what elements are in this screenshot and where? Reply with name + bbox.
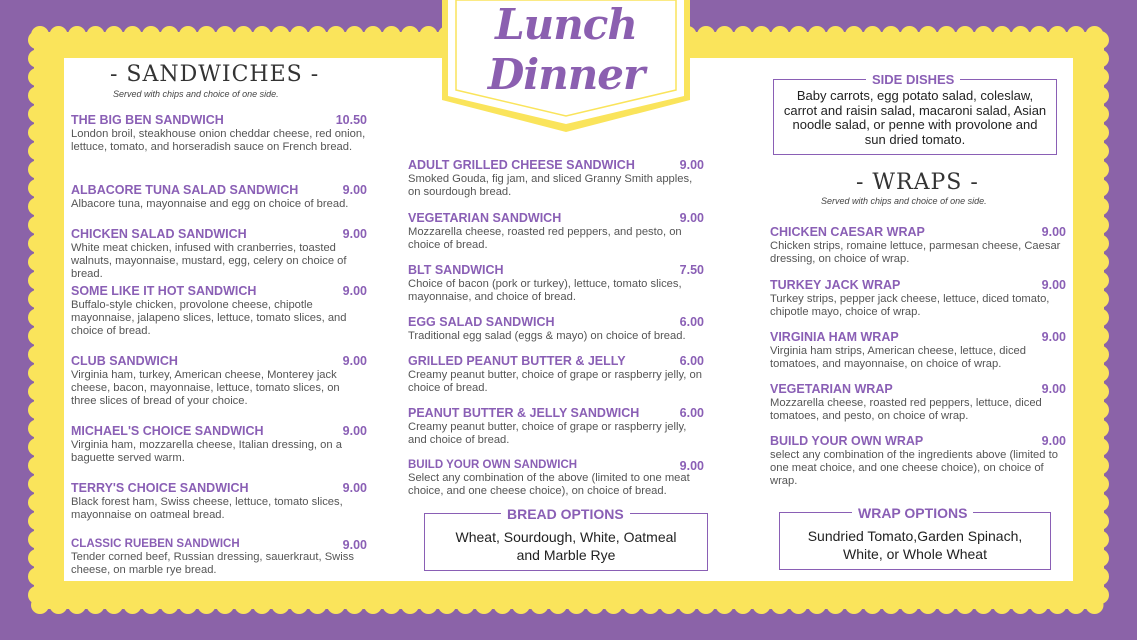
menu-item: [71, 354, 367, 408]
item-name: ALBACORE TUNA SALAD SANDWICH: [71, 183, 299, 197]
item-name: MICHAEL'S CHOICE SANDWICH: [71, 424, 264, 438]
item-description: London broil, steakhouse onion cheddar cheese, red onion, lettuce, tomato, and horseradish sauce on French bread.: [71, 128, 366, 153]
lunch-dinner-banner: [442, 0, 690, 135]
menu-item: [408, 211, 704, 252]
item-name: BUILD YOUR OWN SANDWICH: [408, 459, 578, 471]
item-price: 9.00: [342, 183, 367, 197]
item-name: EGG SALAD SANDWICH: [408, 315, 555, 329]
item-price: 9.00: [679, 459, 704, 473]
item-name: TURKEY JACK WRAP: [770, 278, 901, 292]
item-name: CLUB SANDWICH: [71, 354, 178, 368]
item-price: 6.00: [679, 406, 704, 420]
item-description: Tender corned beef, Russian dressing, sauerkraut, Swiss cheese, on marble rye bread.: [71, 551, 354, 576]
item-name: CHICKEN CAESAR WRAP: [770, 225, 925, 239]
item-name: CLASSIC RUEBEN SANDWICH: [71, 538, 240, 550]
menu-item: [71, 113, 367, 154]
item-description: Virginia ham, mozzarella cheese, Italian dressing, on a baguette served warm.: [71, 439, 342, 464]
item-description: select any combination of the ingredients above (limited to one meat choice, and one cheese choice), on choice of wrap.: [770, 449, 1058, 487]
item-price: 9.00: [1041, 382, 1066, 396]
item-description: White meat chicken, infused with cranberries, toasted walnuts, mayonnaise, mustard, egg, celery on choice of bread.: [71, 242, 347, 280]
menu-item: [770, 330, 1066, 371]
item-price: 9.00: [342, 481, 367, 495]
item-description: Virginia ham, turkey, American cheese, Monterey jack cheese, bacon, mayonnaise, lettuce, tomato slices, on three slices of bread of your choice.: [71, 369, 340, 407]
banner-line-1: Lunch: [495, 0, 637, 49]
menu-item: [408, 354, 704, 395]
menu-item: [408, 158, 704, 199]
side-dishes-body: Baby carrots, egg potato salad, coleslaw, carrot and raisin salad, macaroni salad, Asian noodle salad, or penne with provolone and sun dried tomato.: [783, 88, 1047, 147]
menu-item: [71, 424, 367, 465]
menu-item: [71, 284, 367, 338]
item-description: Choice of bacon (pork or turkey), lettuce, tomato slices, mayonnaise, and choice of bread.: [408, 278, 682, 303]
item-description: Smoked Gouda, fig jam, and sliced Granny Smith apples, on sourdough bread.: [408, 173, 693, 198]
menu-item: [408, 406, 704, 447]
item-description: Traditional egg salad (eggs & mayo) on choice of bread.: [408, 330, 686, 342]
item-price: 6.00: [679, 315, 704, 329]
item-price: 9.00: [1041, 278, 1066, 292]
item-price: 9.00: [679, 158, 704, 172]
item-description: Albacore tuna, mayonnaise and egg on choice of bread.: [71, 198, 349, 210]
item-price: 10.50: [335, 113, 367, 127]
item-name: VIRGINIA HAM WRAP: [770, 330, 899, 344]
item-name: ADULT GRILLED CHEESE SANDWICH: [408, 158, 635, 172]
sandwiches-subtitle: Served with chips and choice of one side.: [113, 89, 279, 99]
bread-options-body: Wheat, Sourdough, White, Oatmeal and Marble Rye: [455, 529, 677, 563]
item-name: BUILD YOUR OWN WRAP: [770, 434, 924, 448]
item-name: PEANUT BUTTER & JELLY SANDWICH: [408, 406, 640, 420]
wrap-options-body: Sundried Tomato,Garden Spinach, White, or Whole Wheat: [807, 528, 1023, 562]
menu-item: [770, 382, 1066, 423]
item-price: 9.00: [342, 538, 367, 552]
item-price: 9.00: [679, 211, 704, 225]
item-description: Black forest ham, Swiss cheese, lettuce, tomato slices, mayonnaise on oatmeal bread.: [71, 496, 343, 521]
menu-item: [71, 538, 367, 577]
item-price: 9.00: [342, 354, 367, 368]
sandwiches-title: - SANDWICHES -: [110, 62, 320, 87]
menu-item: [408, 315, 704, 343]
menu-item: [71, 481, 367, 522]
menu-item: [770, 278, 1066, 319]
banner-line-2: Dinner: [487, 50, 645, 99]
item-description: Select any combination of the above (limited to one meat choice, and one cheese choice), on choice of bread.: [408, 472, 690, 497]
item-name: CHICKEN SALAD SANDWICH: [71, 227, 247, 241]
item-price: 6.00: [679, 354, 704, 368]
item-description: Creamy peanut butter, choice of grape or raspberry jelly, and choice of bread.: [408, 421, 687, 446]
wrap-options-title: WRAP OPTIONS: [852, 505, 973, 521]
item-description: Turkey strips, pepper jack cheese, lettuce, diced tomato, chipotle mayo, choice of wrap.: [770, 293, 1050, 318]
item-name: GRILLED PEANUT BUTTER & JELLY: [408, 354, 626, 368]
item-description: Chicken strips, romaine lettuce, parmesan cheese, Caesar dressing, on choice of wrap.: [770, 240, 1061, 265]
menu-item: [770, 225, 1066, 266]
item-description: Virginia ham strips, American cheese, lettuce, diced tomatoes, and mayonnaise, on choice of wrap.: [770, 345, 1026, 370]
menu-item: [71, 227, 367, 281]
item-name: VEGETARIAN WRAP: [770, 382, 893, 396]
item-name: THE BIG BEN SANDWICH: [71, 113, 224, 127]
item-description: Mozzarella cheese, roasted red peppers, and pesto, on choice of bread.: [408, 226, 682, 251]
wraps-title: - WRAPS -: [856, 170, 979, 195]
item-description: Mozzarella cheese, roasted red peppers, lettuce, diced tomatoes, and pesto, on choice of wrap.: [770, 397, 1042, 422]
item-name: TERRY'S CHOICE SANDWICH: [71, 481, 249, 495]
item-price: 9.00: [342, 424, 367, 438]
side-dishes-box: [773, 72, 1057, 155]
menu-item: [770, 434, 1066, 488]
item-price: 9.00: [342, 284, 367, 298]
item-name: SOME LIKE IT HOT SANDWICH: [71, 284, 257, 298]
item-description: Buffalo-style chicken, provolone cheese, chipotle mayonnaise, jalapeno slices, lettuce, tomato slices, and choice of bread.: [71, 299, 347, 337]
wrap-options-box: [779, 505, 1051, 570]
menu-item: [71, 183, 367, 211]
item-name: BLT SANDWICH: [408, 263, 504, 277]
item-price: 9.00: [1041, 330, 1066, 344]
menu-item: [408, 459, 704, 498]
item-name: VEGETARIAN SANDWICH: [408, 211, 562, 225]
bread-options-box: [424, 506, 708, 571]
side-dishes-title: SIDE DISHES: [866, 72, 960, 87]
item-price: 9.00: [342, 227, 367, 241]
bread-options-title: BREAD OPTIONS: [501, 506, 630, 522]
menu-item: [408, 263, 704, 304]
item-price: 7.50: [679, 263, 704, 277]
item-price: 9.00: [1041, 434, 1066, 448]
item-price: 9.00: [1041, 225, 1066, 239]
item-description: Creamy peanut butter, choice of grape or raspberry jelly, on choice of bread.: [408, 369, 702, 394]
wraps-subtitle: Served with chips and choice of one side.: [821, 196, 987, 206]
